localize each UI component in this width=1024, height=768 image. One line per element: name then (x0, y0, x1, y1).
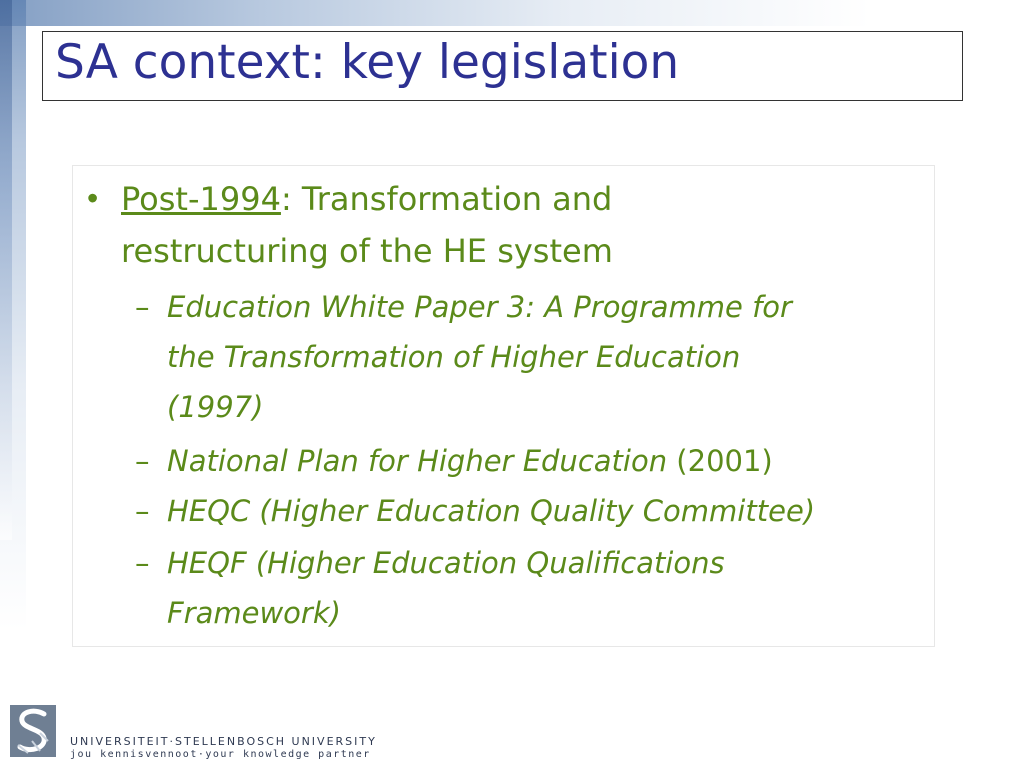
decorative-left-stripe (0, 0, 12, 540)
university-tagline: jou kennisvennoot·your knowledge partner (70, 749, 371, 760)
page-title: SA context: key legislation (55, 35, 680, 90)
sub-item-2 (167, 444, 773, 478)
dash-marker: – (135, 546, 150, 580)
sub-item-4-line-1: HEQF (Higher Education Qualifications (167, 546, 725, 580)
bullet-text-1: : Transformation and (280, 180, 613, 218)
decorative-top-gradient (0, 0, 1024, 26)
sub-item-3-line-1: HEQC (Higher Education Quality Committee) (167, 494, 816, 528)
bullet-line-1 (121, 180, 612, 218)
dash-marker: – (135, 494, 150, 528)
university-name: UNIVERSITEIT·STELLENBOSCH UNIVERSITY (70, 735, 377, 748)
sub-item-2-italic: National Plan for Higher Education (167, 444, 668, 478)
dash-marker: – (135, 290, 150, 324)
sub-item-2-year: (2001) (667, 444, 773, 478)
university-emblem-icon (10, 705, 56, 757)
sub-item-4-line-2: Framework) (167, 596, 341, 630)
dash-marker: – (135, 444, 150, 478)
bullet-label: Post-1994 (121, 180, 281, 218)
bullet-line-2: restructuring of the HE system (121, 232, 613, 270)
sub-item-1-line-2: the Transformation of Higher Education (167, 340, 741, 374)
sub-item-1-line-1: Education White Paper 3: A Programme for (167, 290, 792, 324)
bullet-marker: • (87, 180, 99, 216)
content-box (72, 165, 935, 647)
title-box (42, 31, 963, 101)
sub-item-1-line-3: (1997) (167, 390, 264, 424)
